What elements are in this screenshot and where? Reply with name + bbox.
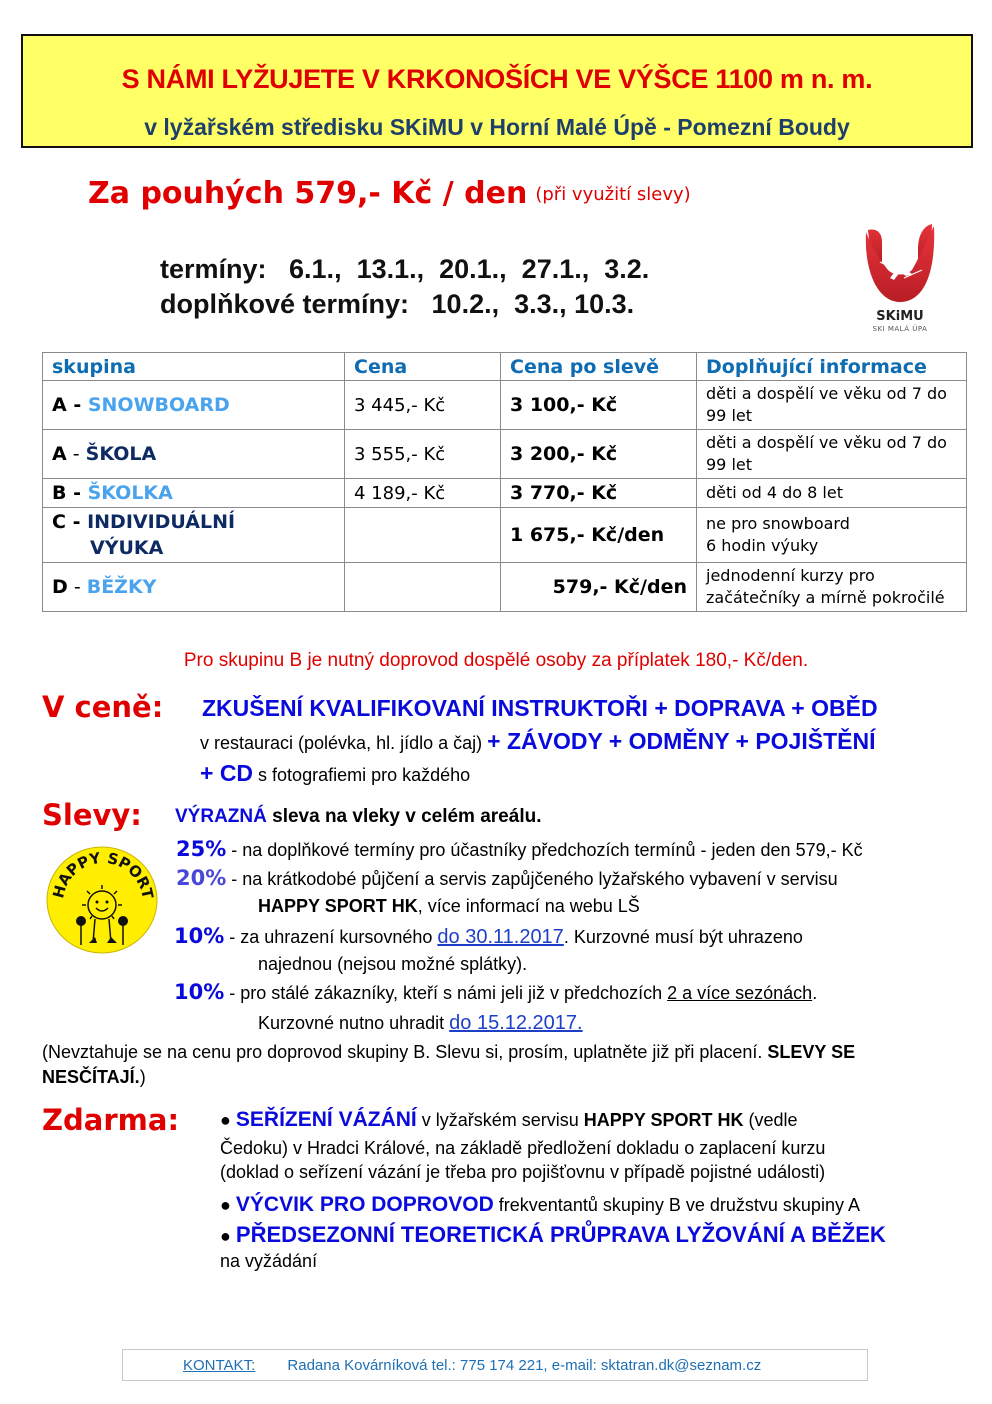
price-cell: 3 555,- Kč	[345, 430, 501, 479]
discount-percent: 20%	[176, 866, 227, 890]
table-row	[43, 381, 967, 430]
group-name: ŠKOLA	[85, 443, 157, 465]
info-cell: děti od 4 do 8 let	[697, 479, 967, 508]
skier-shield-icon	[860, 222, 940, 308]
free-item-bold: SEŘÍZENÍ VÁZÁNÍ	[235, 1108, 417, 1131]
free-item-bold-dark: HAPPY SPORT HK	[583, 1110, 744, 1130]
group-name: INDIVIDUÁLNÍ	[87, 511, 236, 533]
free-item-text: v lyžařském servisu	[416, 1110, 584, 1130]
info-cell	[697, 508, 967, 563]
group-cell	[43, 508, 345, 563]
bullet-icon: ●	[220, 1110, 231, 1130]
included-line: ZKUŠENÍ KVALIFIKOVANÍ INSTRUKTOŘI + DOPRAVA + OBĚD	[202, 695, 878, 721]
discount-footnote	[42, 1040, 962, 1090]
discount-text: - na doplňkové termíny pro účastníky předchozích termínů - jeden den 579,- Kč	[226, 840, 863, 860]
group-name: BĚŽKY	[86, 576, 157, 598]
included-line	[200, 760, 470, 787]
footnote-bold: SLEVY SE NESČÍTAJÍ.	[42, 1042, 856, 1087]
logo-subtitle: SKI MALÁ ÚPA	[872, 325, 928, 333]
included-bold: + CD	[200, 760, 254, 786]
group-letter: A	[52, 394, 67, 416]
discount-item	[176, 837, 863, 861]
sun-mascot-icon	[45, 845, 159, 955]
footnote-end: )	[139, 1067, 146, 1087]
info-line: 6 hodin výuky	[706, 536, 819, 555]
discount-percent: 10%	[174, 980, 225, 1004]
group-dash: -	[66, 443, 86, 465]
info-cell: jednodenní kurzy pro začátečníky a mírně pokročilé	[697, 563, 967, 612]
discount-price-cell: 3 100,- Kč	[501, 381, 697, 430]
info-cell: děti a dospělí ve věku od 7 do 99 let	[697, 381, 967, 430]
deadline-link[interactable]: do 15.12.2017.	[449, 1012, 583, 1034]
discount-text: , více informací na webu LŠ	[417, 896, 640, 916]
group-name: ŠKOLKA	[87, 482, 173, 504]
discount-price-cell: 3 200,- Kč	[501, 430, 697, 479]
discount-item	[176, 866, 838, 890]
free-item-bold: PŘEDSEZONNÍ TEORETICKÁ PRŮPRAVA LYŽOVÁNÍ A BĚŽEK	[235, 1222, 886, 1247]
group-cell	[43, 563, 345, 612]
price-cell	[345, 508, 501, 563]
col-header-discount-price: Cena po slevě	[501, 353, 697, 381]
page-subtitle: v lyžařském středisku SKiMU v Horní Malé Úpě - Pomezní Boudy	[144, 114, 850, 140]
price-cell	[345, 563, 501, 612]
discount-text: - na krátkodobé půjčení a servis zapůjčeného lyžařského vybavení v servisu	[226, 869, 838, 889]
page-title: S NÁMI LYŽUJETE V KRKONOŠÍCH VE VÝŠCE 1100 m n. m.	[121, 64, 873, 94]
free-item	[220, 1108, 798, 1132]
group-name-line2: VÝUKA	[90, 537, 164, 559]
included-text: s fotografiemi pro každého	[253, 765, 471, 785]
group-letter: A	[52, 443, 67, 465]
discount-item-cont	[258, 896, 640, 917]
group-cell	[43, 381, 345, 430]
contact-link[interactable]: KONTAKT:	[183, 1357, 256, 1374]
price-note: (při využití slevy)	[535, 184, 691, 205]
extra-terms-line: doplňkové termíny: 10.2., 3.3., 10.3.	[160, 289, 635, 319]
discount-item-cont	[258, 1012, 583, 1035]
header-banner	[21, 34, 973, 148]
table-row	[43, 430, 967, 479]
discount-price-cell: 3 770,- Kč	[501, 479, 697, 508]
free-item-cont: Čedoku) v Hradci Králové, na základě předložení dokladu o zaplacení kurzu	[220, 1138, 826, 1158]
free-item-text: (vedle	[743, 1110, 798, 1130]
price-cell: 4 189,- Kč	[345, 479, 501, 508]
table-row	[43, 508, 967, 563]
free-item-bold: VÝCVIK PRO DOPROVOD	[235, 1193, 494, 1216]
deadline-link[interactable]: do 30.11.2017	[437, 926, 564, 948]
included-bold: + ZÁVODY + ODMĚNY + POJIŠTĚNÍ	[487, 728, 876, 754]
free-item-cont: na vyžádání	[220, 1251, 318, 1271]
group-dash: -	[65, 511, 88, 533]
discount-bold: HAPPY SPORT HK	[258, 896, 418, 916]
bullet-icon: ●	[220, 1195, 231, 1215]
included-line	[200, 728, 875, 755]
free-item	[220, 1222, 886, 1248]
discounts-heading: Slevy:	[42, 798, 142, 832]
discount-item-cont: najednou (nejsou možné splátky).	[258, 954, 528, 974]
table-header-row	[43, 353, 967, 381]
col-header-price: Cena	[345, 353, 501, 381]
skimu-logo	[860, 222, 940, 340]
contact-details: Radana Kovárníková tel.: 775 174 221, e-mail: sktatran.dk@seznam.cz	[287, 1357, 762, 1374]
col-header-group: skupina	[43, 353, 345, 381]
group-dash: -	[66, 482, 88, 504]
group-name: SNOWBOARD	[87, 394, 230, 416]
logo-name: SKiMU	[876, 309, 924, 324]
bullet-icon: ●	[220, 1226, 231, 1246]
discount-item	[174, 980, 817, 1004]
discount-item	[174, 924, 803, 949]
discount-text: . Kurzovné musí být uhrazeno	[563, 927, 803, 947]
price-table	[42, 352, 967, 612]
free-heading: Zdarma:	[42, 1103, 180, 1137]
discounts-intro	[175, 805, 541, 828]
discount-price-cell: 579,- Kč/den	[501, 563, 697, 612]
table-row	[43, 563, 967, 612]
discounts-intro-text: sleva na vleky v celém areálu.	[266, 806, 542, 827]
group-letter: D	[52, 576, 68, 598]
discount-text: Kurzovné nutno uhradit	[258, 1013, 450, 1033]
included-text: v restauraci (polévka, hl. jídlo a čaj)	[200, 733, 488, 753]
price-cell: 3 445,- Kč	[345, 381, 501, 430]
discount-price-cell: 1 675,- Kč/den	[501, 508, 697, 563]
discount-text: - pro stálé zákazníky, kteří s námi jeli již v předchozích	[224, 983, 668, 1003]
group-dash: -	[67, 576, 87, 598]
table-row	[43, 479, 967, 508]
group-cell	[43, 479, 345, 508]
footnote-text: (Nevztahuje se na cenu pro doprovod skupiny B. Slevu si, prosím, uplatněte již při placení.	[42, 1042, 768, 1062]
happy-sport-logo	[45, 845, 159, 955]
col-header-info: Doplňující informace	[697, 353, 967, 381]
group-letter: B	[52, 482, 67, 504]
free-item	[220, 1193, 860, 1217]
free-item-text: frekventantů skupiny B ve družstvu skupiny A	[493, 1195, 860, 1215]
contact-box	[122, 1349, 868, 1381]
group-letter: C	[52, 511, 66, 533]
svg-text:HAPPY SPORT: HAPPY SPORT	[49, 848, 157, 901]
discount-text: - za uhrazení kursovného	[224, 927, 438, 947]
group-b-note: Pro skupinu B je nutný doprovod dospělé osoby za příplatek 180,- Kč/den.	[183, 650, 809, 671]
info-cell: děti a dospělí ve věku od 7 do 99 let	[697, 430, 967, 479]
free-item-cont: (doklad o seřízení vázání je třeba pro pojišťovnu v případě pojistné události)	[220, 1162, 826, 1182]
price-banner	[88, 176, 691, 211]
discount-percent: 25%	[176, 837, 227, 861]
seasons-underlined: 2 a více sezónách	[667, 983, 813, 1003]
group-cell	[43, 430, 345, 479]
included-heading: V ceně:	[42, 690, 164, 724]
price-main: Za pouhých 579,- Kč / den	[88, 176, 528, 211]
terms-line: termíny: 6.1., 13.1., 20.1., 27.1., 3.2.	[160, 254, 650, 284]
discount-percent: 10%	[174, 924, 225, 948]
discount-text: .	[812, 983, 818, 1003]
group-dash: -	[66, 394, 88, 416]
discounts-intro-bold: VÝRAZNÁ	[175, 806, 267, 827]
info-line: ne pro snowboard	[706, 514, 850, 533]
